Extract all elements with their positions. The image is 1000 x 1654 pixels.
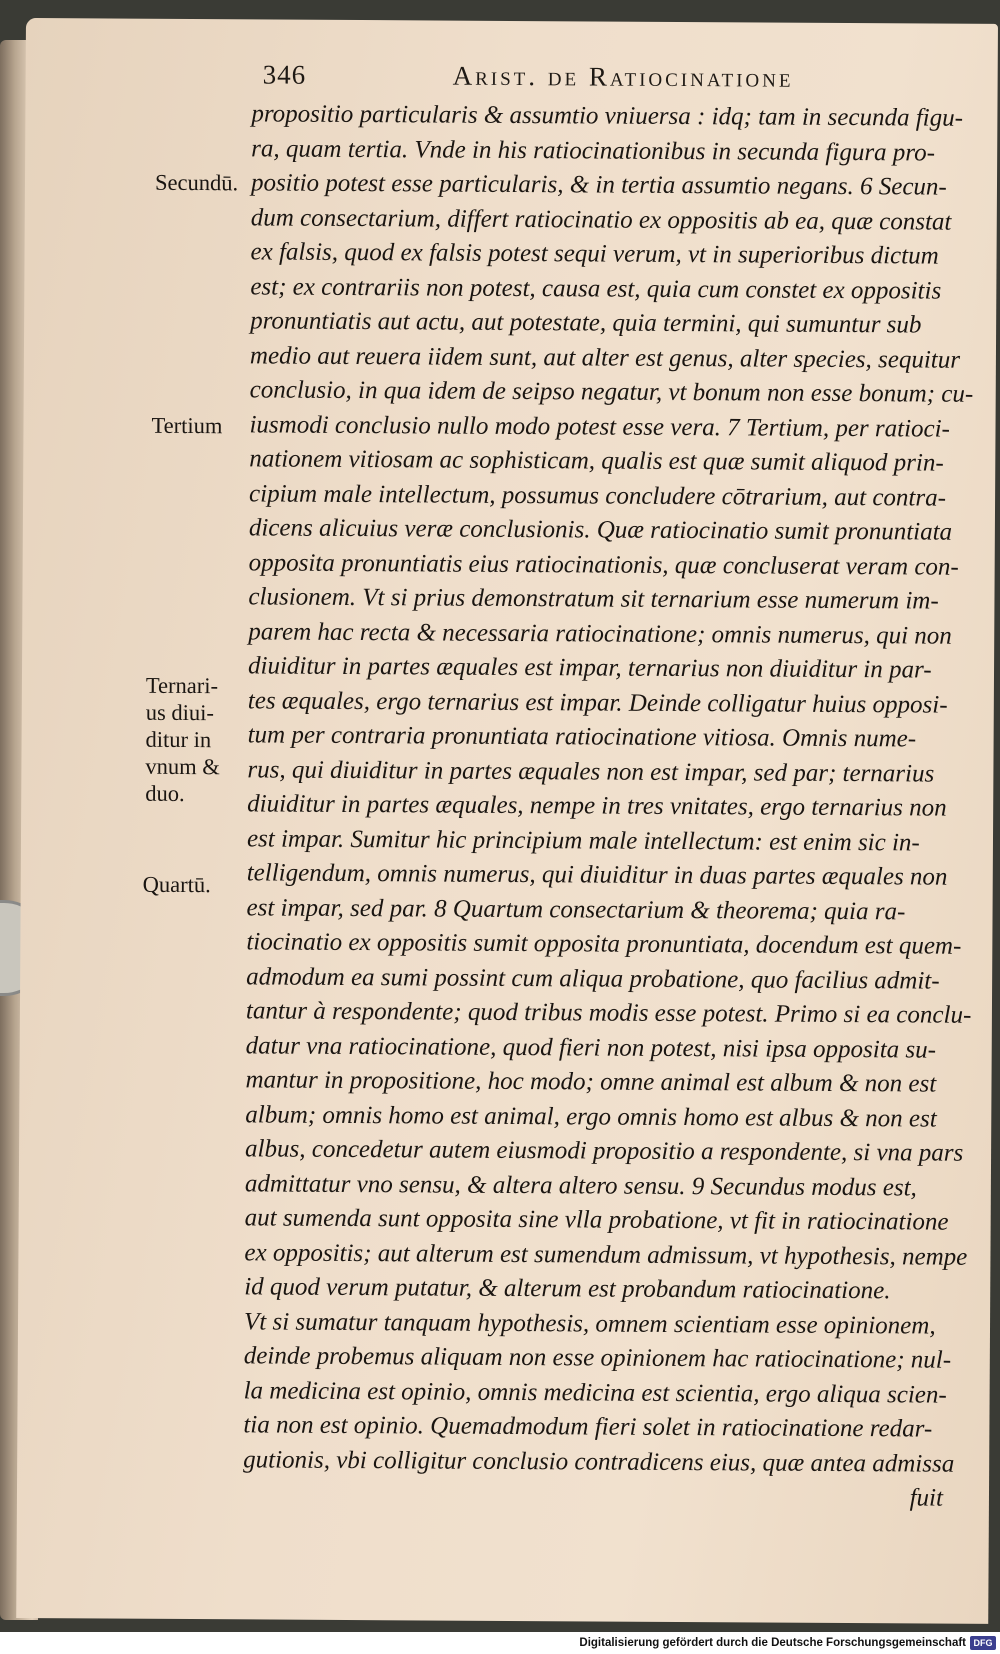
text-line: deinde probemus aliquam non esse opinionem hac ratiocinatione; nul- [243,1342,952,1374]
text-line: opposita pronuntiatis eius ratiocinationis, quæ concluserat veram con- [248,548,959,581]
margin-note-ternarius-3: ditur in [145,726,212,753]
text-line: propositio particularis & assumtio vniuersa : idq; tam in secunda figu- [251,100,964,132]
text-line: fuit [909,1484,944,1512]
text-line: cipium male intellectum, possumus concludere cōtrarium, aut contra- [249,479,947,512]
text-line: mantur in propositione, hoc modo; omne animal est album & non est [245,1066,937,1098]
text-line: diuiditur in partes æquales est impar, ternarius non diuiditur in par- [247,652,932,684]
margin-note-ternarius-1: Ternari- [145,672,219,699]
text-line: est impar, sed par. 8 Quartum consectarium & theorema; quia ra- [246,893,906,925]
text-line: tantur à respondente; quod tribus modis esse potest. Primo si ea conclu- [245,997,972,1029]
text-line: medio aut reuera iidem sunt, aut alter est genus, alter species, sequitur [249,341,961,374]
text-line: albus, concedetur autem eiusmodi propositio a respondente, si vna pars [245,1135,964,1167]
text-line: tiocinatio ex oppositis sumit opposita pronuntiata, docendum est quem- [246,928,962,960]
text-line: admittatur vno sensu, & altera altero sensu. 9 Secundus modus est, [244,1169,917,1201]
text-line: la medicina est opinio, omnis medicina est scientia, ergo aliqua scien- [243,1376,947,1409]
text-line: telligendum, omnis numerus, qui diuiditur in duas partes æquales non [246,859,948,891]
text-line: tia non est opinio. Quemadmodum fieri solet in ratiocinatione redar- [243,1411,933,1443]
text-line: ex falsis, quod ex falsis potest sequi verum, vt in superioribus dictum [250,238,939,270]
text-line: ra, quam tertia. Vnde in his ratiocinationibus in secunda figura pro- [251,134,936,167]
text-line: tes æquales, ergo ternarius est impar. Deinde colligatur huius opposi- [247,686,948,719]
text-line: admodum ea sumi possint cum aliqua probatione, quo facilius admit- [246,962,940,995]
page-number: 346 [262,59,307,90]
body-text [243,97,974,1516]
dfg-logo-icon: DFG [970,1636,996,1650]
text-line: id quod verum putatur, & alterum est probandum ratiocinatione. [244,1273,891,1305]
text-line: ex oppositis; aut alterum est sumendum admissum, vt hypothesis, nempe [244,1238,968,1271]
text-line: pronuntiatis aut actu, aut potestate, quia termini, qui sumuntur sub [250,307,922,339]
funding-credit: Digitalisierung gefördert durch die Deutsche Forschungsgemeinschaft [579,1637,966,1649]
text-line: album; omnis homo est animal, ergo omnis homo est albus & non est [245,1100,937,1133]
text-line: positio potest esse particularis, & in tertia assumtio negans. 6 Secun- [250,169,947,201]
margin-note-quartum: Quartū. [142,871,211,898]
text-line: conclusio, in qua idem de seipso negatur, vt bonum non esse bonum; cu- [249,376,974,408]
text-line: est; ex contrariis non potest, causa est, quia cum constet ex oppositis [250,272,942,305]
text-line: parem hac recta & necessaria ratiocinatione; omnis numerus, qui non [248,617,952,650]
text-line: clusionem. Vt si prius demonstratum sit ternarium esse numerum im- [248,583,939,615]
text-line: gutionis, vbi colligitur conclusio contradicens eius, quæ antea admissa [243,1445,955,1478]
text-line: dicens alicuius veræ conclusionis. Quæ ratiocinatio sumit pronuntiata [248,514,953,546]
text-line: diuiditur in partes æquales, nempe in tres vnitates, ergo ternarius non [247,790,947,822]
margin-note-ternarius-5: duo. [145,780,185,806]
running-title: Arist. de Ratiocinatione [452,60,794,93]
margin-note-ternarius-2: us diui- [145,699,214,726]
text-line: Vt si sumatur tanquam hypothesis, omnem scientiam esse opinionem, [243,1307,936,1340]
text-line: tum per contraria pronuntiata ratiocinatione vitiosa. Omnis nume- [247,721,917,753]
text-line: dum consectarium, differt ratiocinatio ex oppositis ab ea, quæ constat [250,203,952,236]
text-line: rus, qui diuiditur in partes æquales non est impar, sed par; ternarius [247,755,935,788]
page-header [263,59,938,103]
text-line: nationem vitiosam ac sophisticam, qualis est quæ sumit aliquod prin- [249,445,944,477]
text-line: datur vna ratiocinatione, quod fieri non potest, nisi ipsa opposita su- [245,1031,937,1064]
text-line: aut sumenda sunt opposita sine vlla probatione, vt fit in ratiocinatione [244,1204,949,1236]
digitization-footer [0,1632,1000,1654]
margin-note-ternarius-4: vnum & [145,753,220,780]
margin-note-secundum: Secundū. [154,169,239,196]
text-line: iusmodi conclusio nullo modo potest esse vera. 7 Tertium, per ratioci- [249,410,951,443]
book-page [16,18,998,1624]
text-line: est impar. Sumitur hic principium male intellectum: est enim sic in- [246,824,920,856]
margin-note-tertium: Tertium [151,412,223,439]
